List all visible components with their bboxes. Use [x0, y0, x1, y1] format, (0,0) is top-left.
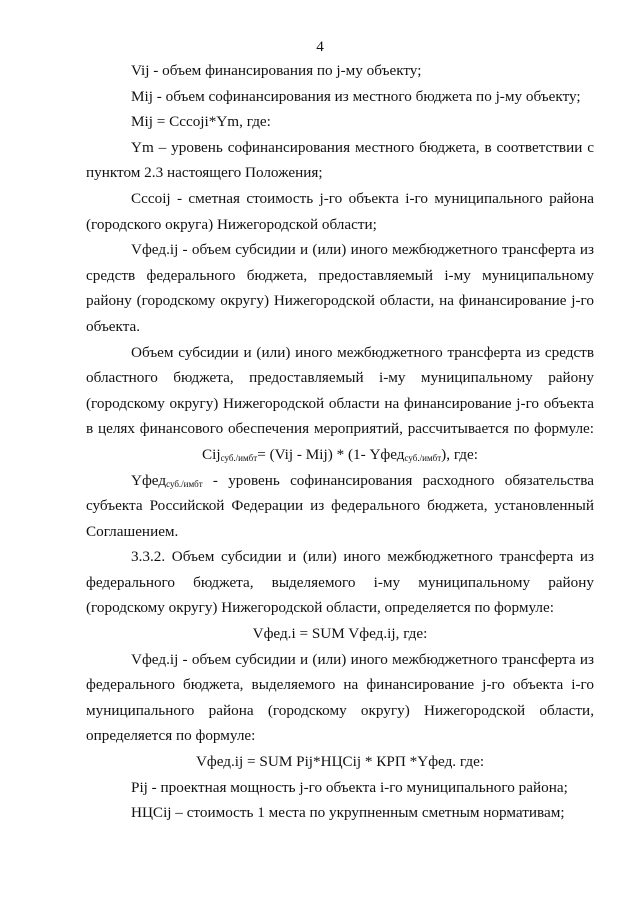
- text-line: Vфед.ij - объем субсидии и (или) иного межбюджетного трансферта из: [131, 650, 594, 668]
- symbol-yfed: Yфед: [131, 471, 167, 489]
- document-body: [86, 58, 594, 826]
- text-fragment: - уровень софинансирования расходного обязательства: [202, 471, 594, 489]
- text-line: району (городскому округу) Нижегородской области, на финансирование j-го: [86, 292, 594, 310]
- formula-part: ), где:: [441, 445, 478, 463]
- text-line: Cccoij - сметная стоимость j-го объекта i-го муниципального района: [131, 189, 594, 207]
- formula-part: Cij: [202, 445, 221, 463]
- text-line: субъекта Российской Федерации из федерального бюджета, установленный: [86, 497, 594, 515]
- formula-part: = (Vij - Mij) * (1- Yфед: [257, 445, 405, 463]
- text-line: средств федерального бюджета, предоставляемый i-му муниципальному: [86, 266, 594, 284]
- text-line: Ym – уровень софинансирования местного бюджета, в соответствии с: [131, 138, 594, 156]
- page-number: 4: [316, 38, 324, 55]
- text-line: объекта.: [86, 317, 141, 335]
- text-line: определяется по формуле:: [86, 727, 256, 745]
- text-line: Pij - проектная мощность j-го объекта i-го муниципального района;: [131, 778, 568, 796]
- text-line: (городского округа) Нижегородской области;: [86, 215, 377, 233]
- text-line: федерального бюджета, выделяемого i-му муниципальному району: [86, 573, 594, 591]
- text-line: Mij - объем софинансирования из местного бюджета по j-му объекту;: [131, 87, 581, 105]
- formula-cij: [86, 442, 594, 468]
- text-line: пунктом 2.3 настоящего Положения;: [86, 164, 323, 182]
- formula-subscript: суб./имбт: [166, 478, 203, 489]
- formula-mij: Mij = Cccoji*Ym, где:: [131, 113, 271, 131]
- text-line: Соглашением.: [86, 522, 179, 540]
- formula-vfed-i: Vфед.i = SUM Vфед.ij, где:: [252, 625, 428, 643]
- text-line: областного бюджета, предоставляемый i-му муниципальному району: [86, 369, 594, 387]
- text-line: (городскому округу) Нижегородской области на финансирование j-го объекта: [86, 394, 594, 412]
- formula-vfed-ij: Vфед.ij = SUM Pij*НЦCij * КРП *Yфед. где:: [195, 753, 485, 771]
- text-line: НЦCij – стоимость 1 места по укрупненным сметным нормативам;: [131, 804, 565, 822]
- section-3-3-2: 3.3.2. Объем субсидии и (или) иного межбюджетного трансферта из: [131, 548, 594, 566]
- text-line: (городскому округу) Нижегородской области, определяется по формуле:: [86, 599, 554, 617]
- text-line: Объем субсидии и (или) иного межбюджетного трансферта из средств: [131, 343, 594, 361]
- text-line: [86, 468, 594, 494]
- text-line: федерального бюджета, выделяемого на финансирование j-го объекта i-го: [86, 676, 594, 694]
- text-line: Vij - объем финансирования по j-му объекту;: [131, 62, 422, 79]
- text-line: муниципального района (городскому округу) Нижегородской области,: [86, 701, 594, 719]
- formula-subscript: суб./имбт: [220, 452, 258, 463]
- formula-subscript: суб./имбт: [404, 452, 442, 463]
- text-line: Vфед.ij - объем субсидии и (или) иного межбюджетного трансферта из: [131, 241, 594, 259]
- text-line: в целях финансового обеспечения мероприятий, рассчитывается по формуле:: [86, 420, 594, 438]
